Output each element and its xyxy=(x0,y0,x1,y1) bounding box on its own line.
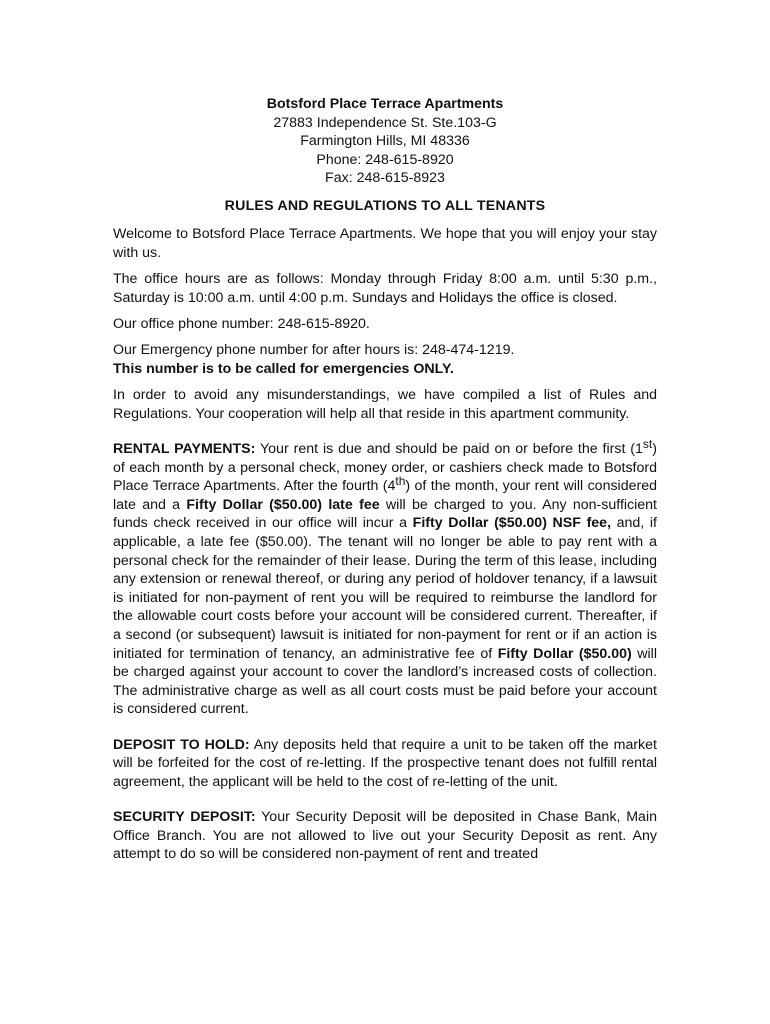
deposit-to-hold-text: Any deposits held that require a unit to be taken off the market will be forfeited for the cost of re-letting. If the prospective tenant does not fulfill rental agreement, the applicant will be held to the cost of re-letting of the unit. xyxy=(113,736,657,790)
ordinal-st: st xyxy=(642,437,653,452)
rental-text-5: and, if applicable, a late fee ($50.00). The tenant will no longer be able to pay rent with a personal check for the remainder of their lease. During the term of this lease, including any extension or renewal thereof, or during any period of holdover tenancy, if a lawsuit is initiated for non-payment of rent you will be required to reimburse the landlord for the allowable court costs before your account will be considered current. Thereafter, if a second (or subsequent) lawsuit is initiated for non-payment for rent or if an action is initiated for termination of tenancy, an administrative fee of xyxy=(113,515,657,662)
security-deposit-label: SECURITY DEPOSIT: xyxy=(113,809,256,826)
compiled-rules-paragraph: In order to avoid any misunderstandings, we have compiled a list of Rules and Regulations. Your cooperation will help all that reside in this apartment community. xyxy=(113,387,657,422)
security-deposit-section xyxy=(113,808,657,863)
rental-text-6: will be charged against your account to cover the landlord’s increased costs of collection. The administrative charge as well as all court costs must be paid before your account is considered current. xyxy=(113,645,657,718)
nsf-fee-text: Fifty Dollar ($50.00) NSF fee, xyxy=(412,515,612,532)
welcome-paragraph: Welcome to Botsford Place Terrace Apartments. We hope that you will enjoy your stay with us. xyxy=(113,226,657,261)
deposit-to-hold-section xyxy=(113,736,657,791)
security-deposit-text: Your Security Deposit will be deposited in Chase Bank, Main Office Branch. You are not allowed to live out your Security Deposit as rent. Any attempt to do so will be considered non-payment of rent and treated xyxy=(113,809,657,862)
phone-line: Phone: 248-615-8920 xyxy=(316,151,454,168)
late-fee-text: Fifty Dollar ($50.00) late fee xyxy=(186,496,380,513)
ordinal-th: th xyxy=(395,474,406,489)
office-phone-paragraph: Our office phone number: 248-615-8920. xyxy=(113,316,370,332)
emergency-phone-text: Our Emergency phone number for after hours is: 248-474-1219. xyxy=(113,342,515,359)
letterhead xyxy=(113,95,657,188)
company-name: Botsford Place Terrace Apartments xyxy=(266,96,504,112)
deposit-to-hold-label: DEPOSIT TO HOLD: xyxy=(113,736,250,753)
admin-fee-text: Fifty Dollar ($50.00) xyxy=(497,645,632,662)
office-hours-paragraph: The office hours are as follows: Monday through Friday 8:00 a.m. until 5:30 p.m., Saturday is 10:00 a.m. until 4:00 p.m. Sundays and Holidays the office is closed. xyxy=(113,271,657,306)
document-title: RULES AND REGULATIONS TO ALL TENANTS xyxy=(224,197,546,214)
rental-text-1: Your rent is due and should be paid on or before the first (1 xyxy=(255,441,643,458)
document-page xyxy=(113,95,657,863)
rental-text-4: will be charged to you. Any non-sufficient funds check received in our office will incur a xyxy=(113,496,658,532)
rental-text-3: ) of the month, your rent will considered late and a xyxy=(113,478,657,513)
address-line-1: 27883 Independence St. Ste.103-G xyxy=(273,114,497,131)
emergency-note: This number is to be called for emergencies ONLY. xyxy=(113,360,454,377)
rental-payments-section xyxy=(113,437,658,719)
address-line-2: Farmington Hills, MI 48336 xyxy=(300,133,470,150)
emergency-paragraph xyxy=(113,341,657,378)
rental-text-2: ) of each month by a personal check, money order, or cashiers check made to Botsford Place Terrace Apartments. After the fourth (4 xyxy=(113,441,657,495)
rental-payments-label: RENTAL PAYMENTS: xyxy=(113,441,256,458)
fax-line: Fax: 248-615-8923 xyxy=(325,170,445,187)
